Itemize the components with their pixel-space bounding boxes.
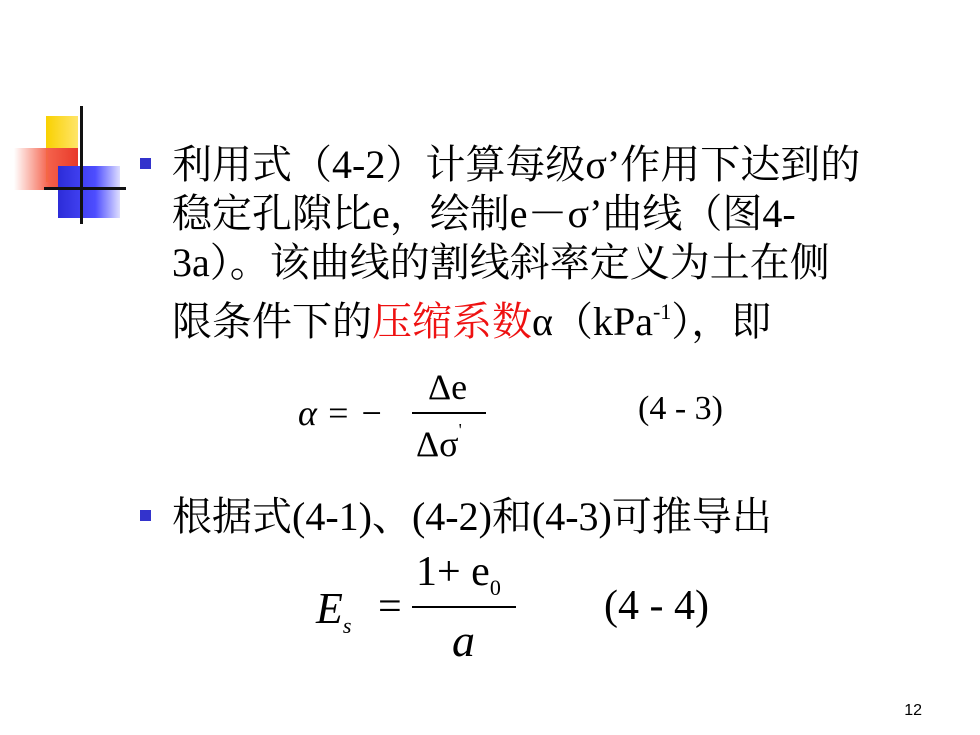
bullet2-text: 根据式(4-1)、(4-2)和(4-3)可推导出 [172, 494, 772, 539]
eq2-fraction-bar [412, 606, 516, 608]
eq1-fraction-bar [412, 412, 486, 414]
bullet1-line3: 3a）。该曲线的割线斜率定义为土在侧 [172, 240, 830, 285]
eq1-numerator: Δe [428, 367, 468, 407]
eq1-tag: (4 - 3) [638, 390, 723, 427]
bullet-square-icon [140, 510, 151, 521]
line4-after: ），即 [671, 299, 772, 344]
bullet1-line2: 稳定孔隙比e，绘制e－σ’曲线（图4- [172, 191, 796, 236]
page-number: 12 [904, 702, 922, 719]
deco-blue-square [58, 166, 120, 218]
eq2-lhs: $E_s$ [316, 584, 352, 638]
deco-vertical-line [80, 106, 83, 224]
bullet1-line4 [172, 287, 860, 346]
bullet1-line1: 利用式（4-2）计算每级σ’作用下达到的 [172, 142, 861, 187]
eq2-denominator: a [452, 615, 475, 666]
eq2-numerator: $1+ e_0$ [416, 549, 501, 600]
bullet1-text [172, 140, 860, 346]
deco-horizontal-line [44, 187, 126, 190]
eq1-lhs: α = − [298, 393, 384, 433]
line4-mid: α（kPa [532, 299, 653, 344]
line4-before: 限条件下的 [172, 299, 372, 344]
eq1-denominator: Δσ' [416, 420, 462, 464]
line4-superscript: -1 [652, 299, 672, 324]
eq2-tag: (4 - 4) [604, 583, 709, 629]
eq2-equals: = [378, 584, 402, 630]
bullet-square-icon [140, 158, 151, 169]
compression-coefficient-term: 压缩系数 [372, 299, 532, 344]
